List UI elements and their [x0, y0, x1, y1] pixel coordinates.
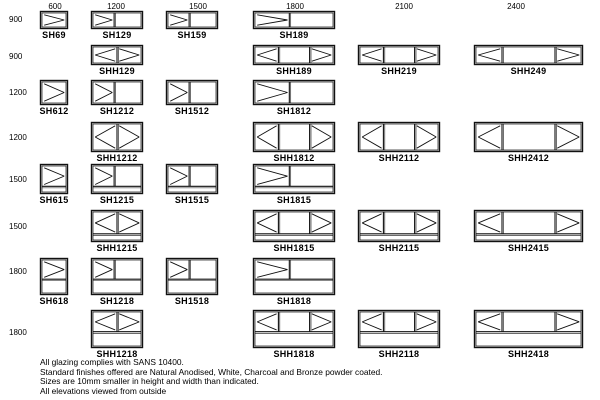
- window-drawing: [40, 164, 68, 194]
- window-elevation: [91, 122, 143, 152]
- window-elevation: [474, 210, 583, 242]
- window-elevation: [166, 80, 218, 105]
- window-elevation: [253, 122, 335, 152]
- height-label: 1800: [9, 267, 27, 276]
- window-code: SH189: [279, 30, 309, 40]
- height-label: 1800: [9, 328, 27, 337]
- window-elevation: [358, 310, 440, 348]
- width-label: 2100: [395, 2, 413, 11]
- window-drawing: [253, 210, 335, 242]
- window-code: SH1812: [276, 106, 312, 116]
- window-code: SH618: [39, 296, 69, 306]
- window-code: SHH2115: [378, 243, 420, 253]
- window-code: SHH1818: [273, 349, 315, 359]
- window-code: SHH1212: [96, 153, 138, 163]
- window-elevation: [253, 11, 335, 29]
- window-drawing: [166, 11, 218, 29]
- width-label: 600: [48, 2, 62, 11]
- window-drawing: [91, 210, 143, 242]
- note-line: All glazing complies with SANS 10400.: [40, 357, 184, 367]
- window-code: SHH249: [510, 66, 547, 76]
- window-code: SH129: [102, 30, 132, 40]
- window-drawing: [166, 258, 218, 295]
- width-label: 1800: [286, 2, 304, 11]
- window-code: SHH2118: [378, 349, 420, 359]
- window-elevation: [474, 310, 583, 348]
- window-elevation: [358, 210, 440, 242]
- window-elevation: [166, 164, 218, 194]
- window-code: SH612: [39, 106, 69, 116]
- window-elevation: [91, 45, 143, 65]
- width-label: 2400: [507, 2, 525, 11]
- window-code: SH1518: [174, 296, 210, 306]
- window-elevation: [474, 122, 583, 152]
- window-elevation: [40, 11, 68, 29]
- window-elevation: [40, 164, 68, 194]
- window-code: SHH1215: [96, 243, 138, 253]
- height-label: 1200: [9, 133, 27, 142]
- window-code: SHH2412: [507, 153, 550, 163]
- window-code: SH1512: [174, 106, 210, 116]
- window-code: SH1815: [276, 195, 312, 205]
- window-drawing: [253, 122, 335, 152]
- window-drawing: [91, 80, 143, 105]
- window-elevation: [40, 80, 68, 105]
- window-code: SHH189: [276, 66, 312, 76]
- window-drawing: [253, 310, 335, 348]
- window-drawing: [474, 45, 583, 65]
- window-elevation: [253, 80, 335, 105]
- window-code: SH1218: [99, 296, 135, 306]
- window-elevation: [358, 122, 440, 152]
- window-drawing: [253, 45, 335, 65]
- window-drawing: [40, 11, 68, 29]
- window-elevation: [474, 45, 583, 65]
- window-code: SH69: [42, 30, 66, 40]
- window-code: SH615: [39, 195, 69, 205]
- window-elevation: [91, 80, 143, 105]
- window-elevation: [253, 45, 335, 65]
- window-elevation: [91, 258, 143, 295]
- window-elevation: [253, 210, 335, 242]
- window-code: SH159: [177, 30, 207, 40]
- window-code: SH1818: [276, 296, 312, 306]
- window-code: SHH1218: [96, 349, 138, 359]
- window-elevation: [91, 11, 143, 29]
- window-drawing: [40, 258, 68, 295]
- window-elevation: [91, 310, 143, 348]
- window-elevation: [166, 258, 218, 295]
- window-code: SH1215: [99, 195, 135, 205]
- window-code: SHH2415: [507, 243, 550, 253]
- window-drawing: [474, 310, 583, 348]
- window-code: SHH2112: [378, 153, 420, 163]
- height-label: 1500: [9, 175, 27, 184]
- window-code: SHH2418: [507, 349, 550, 359]
- window-drawing: [91, 11, 143, 29]
- window-drawing: [358, 310, 440, 348]
- height-label: 900: [9, 15, 23, 24]
- window-code: SHH1815: [273, 243, 315, 253]
- window-drawing: [166, 80, 218, 105]
- window-drawing: [253, 164, 335, 194]
- window-elevation: [166, 11, 218, 29]
- window-elevation: [253, 310, 335, 348]
- window-elevation: [40, 258, 68, 295]
- window-elevation: [358, 45, 440, 65]
- window-elevation: [253, 258, 335, 295]
- notes: [40, 358, 383, 396]
- window-drawing: [91, 258, 143, 295]
- window-drawing: [358, 210, 440, 242]
- window-elevation: [253, 164, 335, 194]
- window-drawing: [253, 80, 335, 105]
- window-drawing: [358, 122, 440, 152]
- window-drawing: [358, 45, 440, 65]
- window-drawing: [91, 310, 143, 348]
- window-code: SHH129: [99, 66, 135, 76]
- height-label: 900: [9, 52, 23, 61]
- window-drawing: [474, 122, 583, 152]
- note-line: All elevations viewed from outside: [40, 385, 167, 396]
- window-drawing: [40, 80, 68, 105]
- window-code: SHH219: [381, 66, 417, 76]
- window-drawing: [253, 258, 335, 295]
- window-drawing: [166, 164, 218, 194]
- window-drawing: [91, 164, 143, 194]
- width-label: 1500: [189, 2, 207, 11]
- window-code: SHH1812: [273, 153, 315, 163]
- window-elevation: [91, 210, 143, 242]
- height-label: 1500: [9, 222, 27, 231]
- note-line: Sizes are 10mm smaller in height and width than indicated.: [40, 376, 259, 387]
- window-code: SH1212: [99, 106, 135, 116]
- width-label: 1200: [107, 2, 125, 11]
- window-code: SH1515: [174, 195, 210, 205]
- window-drawing: [91, 45, 143, 65]
- window-elevation: [91, 164, 143, 194]
- window-drawing: [474, 210, 583, 242]
- note-line: Standard finishes offered are Natural Anodised, White, Charcoal and Bronze powder coated.: [40, 366, 383, 377]
- window-drawing: [253, 11, 335, 29]
- height-label: 1200: [9, 88, 27, 97]
- window-drawing: [91, 122, 143, 152]
